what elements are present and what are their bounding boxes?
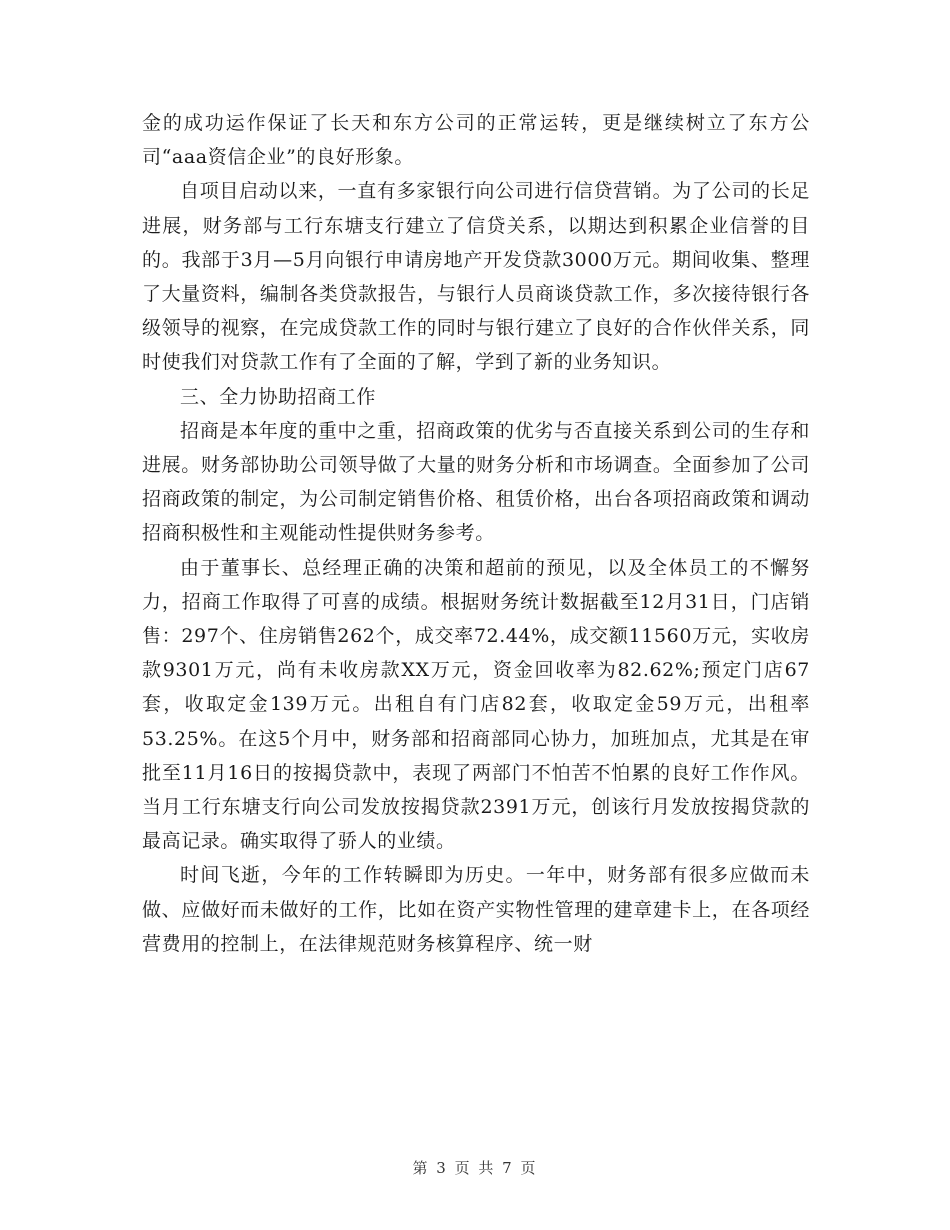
paragraph-4: 招商是本年度的重中之重，招商政策的优劣与否直接关系到公司的生存和进展。财务部协助公司领导做了大量的财务分析和市场调查。全面参加了公司招商政策的制定，为公司制定销售价格、租赁价格，出台各项招商政策和调动招商积极性和主观能动性提供财务参考。: [142, 419, 810, 545]
paragraph-1: 金的成功运作保证了长天和东方公司的正常运转，更是继续树立了东方公司“aaa资信企业”的良好形象。: [142, 112, 810, 169]
paragraph-5: 由于董事长、总经理正确的决策和超前的预见，以及全体员工的不懈努力，招商工作取得了可喜的成绩。根据财务统计数据截至12月31日，门店销售：297个、住房销售262个，成交率72.44%，成交额11560万元，实收房款9301万元，尚有未收房款XX万元，资金回收率为82.62%;预定门店67套，收取定金139万元。出租自有门店82套，收取定金59万元，出租率53.25%。在这5个月中，财务部和招商部同心协力，加班加点，尤其是在审批至11月16日的按揭贷款中，表现了两部门不怕苦不怕累的良好工作作风。当月工行东塘支行向公司发放按揭贷款2391万元，创该行月发放按揭贷款的最高记录。确实取得了骄人的业绩。: [142, 556, 810, 853]
page-number-footer: 第 3 页 共 7 页: [412, 1159, 538, 1177]
section-heading: 三、全力协助招商工作: [180, 385, 377, 408]
document-body: [142, 106, 810, 961]
paragraph-2: 自项目启动以来，一直有多家银行向公司进行信贷营销。为了公司的长足进展，财务部与工行东塘支行建立了信贷关系，以期达到积累企业信誉的目的。我部于3月—5月向银行申请房地产开发贷款3000万元。期间收集、整理了大量资料，编制各类贷款报告，与银行人员商谈贷款工作，多次接待银行各级领导的视察，在完成贷款工作的同时与银行建立了良好的合作伙伴关系，同时使我们对贷款工作有了全面的了解，学到了新的业务知识。: [142, 180, 810, 374]
paragraph-6: 时间飞逝，今年的工作转瞬即为历史。一年中，财务部有很多应做而未做、应做好而未做好的工作，比如在资产实物性管理的建章建卡上，在各项经营费用的控制上，在法律规范财务核算程序、统一财: [142, 864, 810, 955]
